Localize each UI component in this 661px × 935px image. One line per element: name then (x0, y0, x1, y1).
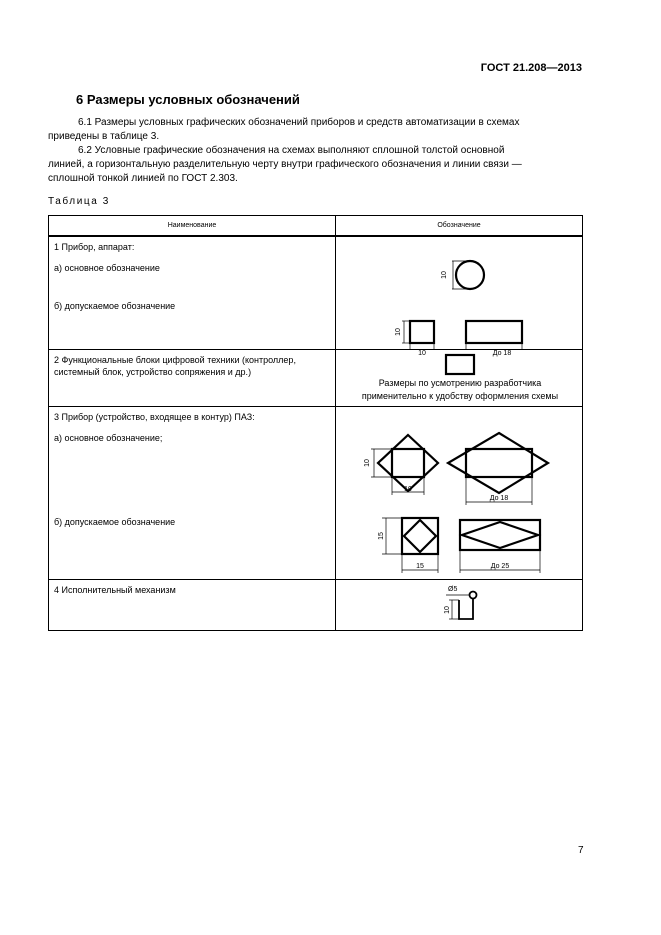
dim-label: 10 (395, 328, 402, 336)
table-row (49, 580, 583, 631)
dim-label: До 25 (490, 563, 510, 570)
paz-symbols (336, 407, 584, 579)
actuator-symbol (336, 580, 584, 630)
bottom-dims (336, 237, 584, 357)
row-symbol-cell (336, 580, 583, 631)
dim-label: 15 (416, 563, 424, 570)
note-line: Размеры по усмотрению разработчика (378, 378, 542, 388)
row-item-b: б) допускаемое обозначение (54, 301, 176, 311)
dim-label: 10 (441, 271, 448, 279)
row-title: 2 Функциональные блоки цифровой техники (контроллер, (54, 355, 296, 365)
dim-label: 10 (418, 350, 426, 357)
dim-label: 15 (378, 532, 385, 540)
page-number: 7 (578, 845, 584, 856)
paragraph-6-1 (48, 116, 582, 144)
table-row (49, 236, 583, 350)
row-item-b: б) допускаемое обозначение (54, 517, 176, 527)
header-name: Наименование (49, 216, 336, 237)
row-name-cell (49, 236, 336, 350)
paragraph-text: сплошной тонкой линией по ГОСТ 2.303. (48, 173, 238, 184)
standard-number: ГОСТ 21.208—2013 (480, 62, 582, 74)
table-row (49, 407, 583, 580)
row-title: системный блок, устройство сопряжения и др.) (54, 367, 252, 377)
dim-label: 10 (444, 606, 451, 614)
dimensions-table (48, 215, 583, 631)
paragraph-text: 6.1 Размеры условных графических обозначений приборов и средств автоматизации в схемах (78, 117, 520, 128)
row-item-a: а) основное обозначение (54, 263, 160, 273)
paragraph-text: линией, а горизонтальную разделительную черту внутри графического обозначения и линии связи — (48, 159, 522, 170)
row-symbol-cell (336, 407, 583, 580)
row-name-cell (49, 580, 336, 631)
paragraph-6-2 (48, 144, 582, 186)
table-row (49, 350, 583, 407)
dim-label: 10 (404, 486, 412, 493)
dim-label: 10 (364, 459, 371, 467)
row-title: 1 Прибор, аппарат: (54, 242, 135, 252)
paragraph-text: приведены в таблице 3. (48, 131, 160, 142)
row-title: 3 Прибор (устройство, входящее в контур) ПАЗ: (54, 412, 255, 422)
row-title: 4 Исполнительный механизм (54, 585, 176, 595)
row-name-cell (49, 350, 336, 407)
paragraph-text: 6.2 Условные графические обозначения на схемах выполняют сплошной толстой основной (78, 145, 505, 156)
table-caption: Таблица 3 (48, 196, 110, 207)
row-item-a: а) основное обозначение; (54, 433, 163, 443)
note-line: применительно к удобству оформления схемы (361, 391, 559, 401)
row-symbol-cell (336, 236, 583, 357)
dim-label: Ø5 (448, 586, 458, 593)
section-title: 6 Размеры условных обозначений (76, 92, 300, 107)
header-symbol: Обозначение (336, 216, 583, 237)
dim-label: До 18 (492, 350, 512, 357)
dim-label: До 18 (489, 495, 509, 502)
row-name-cell (49, 407, 336, 580)
row-symbol-cell (336, 350, 583, 407)
